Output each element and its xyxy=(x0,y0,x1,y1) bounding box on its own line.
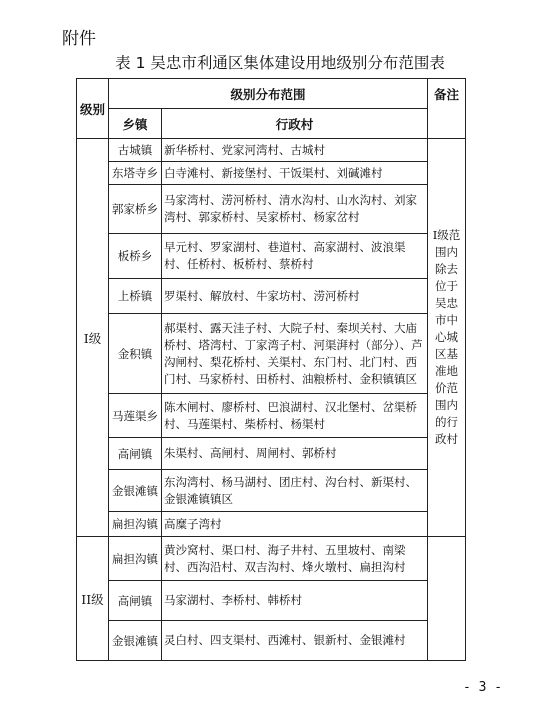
town-cell: 板桥乡 xyxy=(109,234,162,279)
village-cell: 郝渠村、露天洼子村、大院子村、秦坝关村、大庙桥村、塔湾村、丁家湾子村、河渠湃村（部分）、芦沟闸村、梨花桥村、关渠村、东门村、北门村、西门村、马家桥村、田桥村、油粮桥村、金积镇镇区 xyxy=(162,314,428,394)
level-1-label: I级 xyxy=(77,139,109,537)
table-row xyxy=(77,162,466,185)
village-cell: 马家湖村、李桥村、韩桥村 xyxy=(162,581,428,621)
town-cell: 郭家桥乡 xyxy=(109,185,162,234)
village-cell: 早元村、罗家湖村、巷道村、高家湖村、波浪渠村、任桥村、板桥村、蔡桥村 xyxy=(162,234,428,279)
table-row xyxy=(77,512,466,537)
table-row xyxy=(77,581,466,621)
header-note: 备注 xyxy=(428,79,466,139)
table-title: 表 1 吴忠市利通区集体建设用地级别分布范围表 xyxy=(115,54,445,72)
town-cell: 金银滩镇 xyxy=(109,470,162,512)
attachment-label: 附件 xyxy=(62,29,96,49)
table-row xyxy=(77,621,466,661)
village-cell: 马家湾村、涝河桥村、清水沟村、山水沟村、刘家湾村、郭家桥村、吴家桥村、杨家岔村 xyxy=(162,185,428,234)
table-row xyxy=(77,537,466,581)
village-cell: 罗渠村、解放村、牛家坊村、涝河桥村 xyxy=(162,279,428,314)
header-scope: 级别分布范围 xyxy=(109,79,428,109)
town-cell: 扁担沟镇 xyxy=(109,512,162,537)
village-cell: 朱渠村、高闸村、周闸村、郭桥村 xyxy=(162,438,428,470)
town-cell: 东塔寺乡 xyxy=(109,162,162,185)
header-town: 乡镇 xyxy=(109,109,162,139)
land-level-table xyxy=(76,78,466,661)
village-cell: 东沟湾村、杨马湖村、团庄村、沟台村、新渠村、金银滩镇镇区 xyxy=(162,470,428,512)
table-row xyxy=(77,185,466,234)
town-cell: 金积镇 xyxy=(109,314,162,394)
table-row xyxy=(77,394,466,438)
table-row xyxy=(77,234,466,279)
table-row xyxy=(77,438,466,470)
header-village: 行政村 xyxy=(162,109,428,139)
village-cell: 陈木闸村、廖桥村、巴浪湖村、汉北堡村、岔渠桥村、马莲渠村、柴桥村、杨渠村 xyxy=(162,394,428,438)
level-2-note xyxy=(428,537,466,661)
page-number: - 3 - xyxy=(463,680,503,695)
village-cell: 新华桥村、党家河湾村、古城村 xyxy=(162,139,428,162)
village-cell: 高糜子湾村 xyxy=(162,512,428,537)
town-cell: 马莲渠乡 xyxy=(109,394,162,438)
table-row xyxy=(77,314,466,394)
town-cell: 高闸镇 xyxy=(109,581,162,621)
level-2-label: II级 xyxy=(77,537,109,661)
village-cell: 黄沙窝村、渠口村、海子井村、五里坡村、南梁村、西沟沿村、双吉沟村、烽火墩村、扁担沟村 xyxy=(162,537,428,581)
town-cell: 高闸镇 xyxy=(109,438,162,470)
header-level: 级别 xyxy=(77,79,109,139)
table-row xyxy=(77,279,466,314)
table-row xyxy=(77,139,466,162)
table-row xyxy=(77,470,466,512)
town-cell: 扁担沟镇 xyxy=(109,537,162,581)
town-cell: 古城镇 xyxy=(109,139,162,162)
town-cell: 金银滩镇 xyxy=(109,621,162,661)
village-cell: 灵白村、四支渠村、西滩村、银新村、金银滩村 xyxy=(162,621,428,661)
town-cell: 上桥镇 xyxy=(109,279,162,314)
village-cell: 白寺滩村、新接堡村、干饭渠村、刘碱滩村 xyxy=(162,162,428,185)
level-1-note: I级范围内除去位于吴忠市中心城区基准地价范围内的行政村 xyxy=(428,139,466,537)
